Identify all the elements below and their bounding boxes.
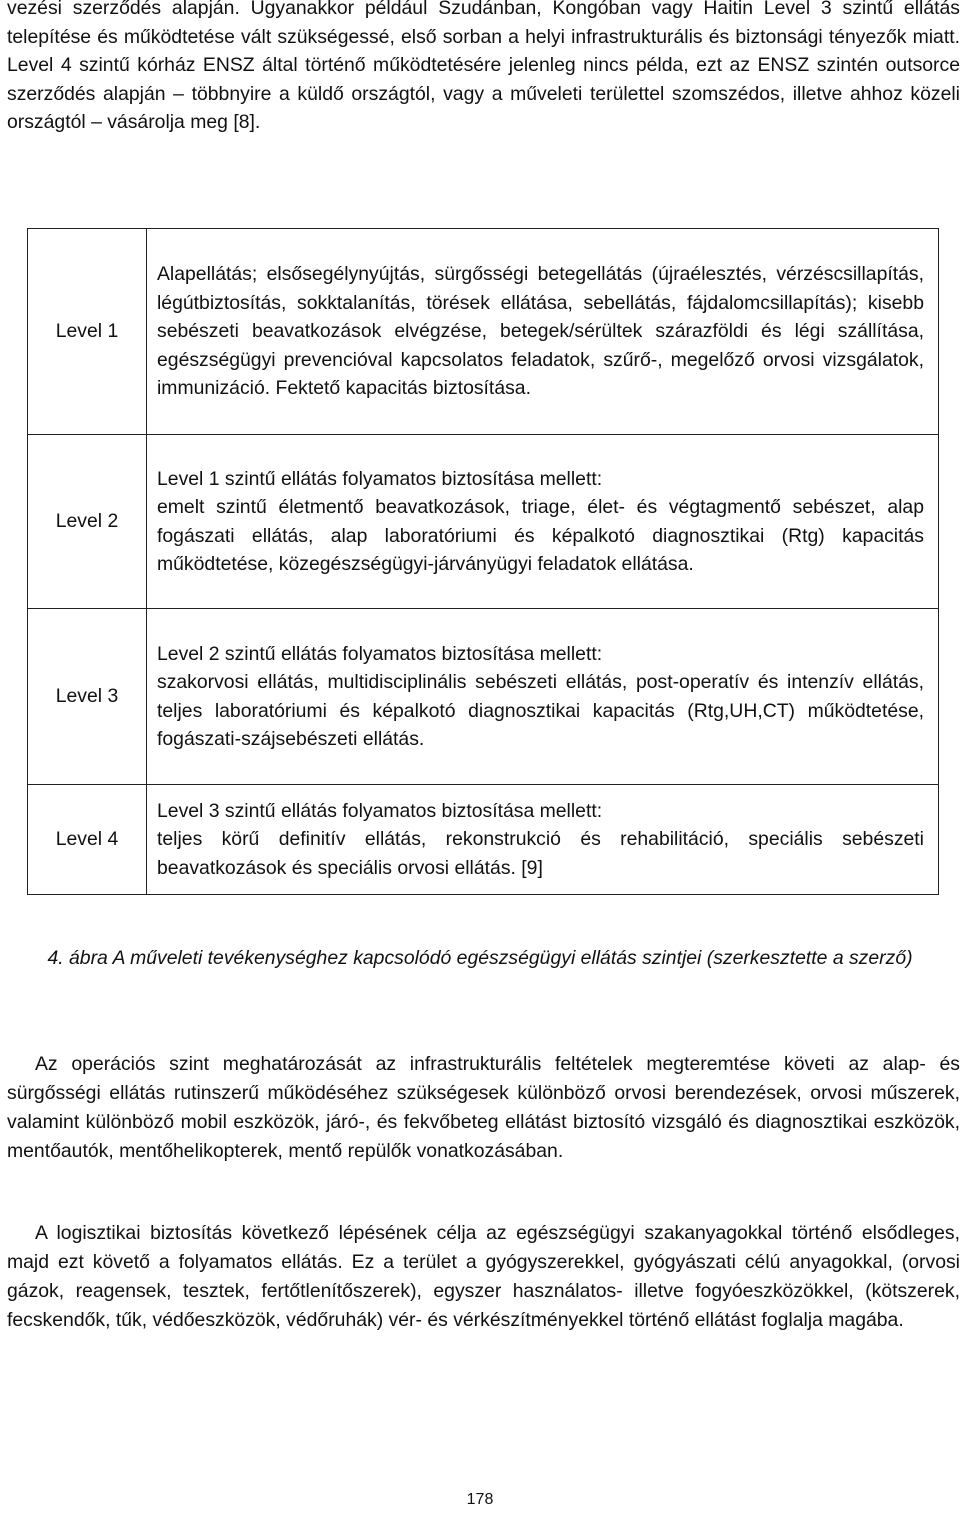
level-description-line: emelt szintű életmentő beavatkozások, triage, élet- és végtagmentő sebészet, alap fogászati ellátás, alap laboratóriumi és képalkotó diagnosztikai (Rtg) kapacitás működtetése, közegészségügyi-járványügyi feladatok ellátása. — [157, 496, 924, 575]
body-paragraph: Az operációs szint meghatározását az infrastrukturális feltételek megteremtése követi az alap- és sürgősségi ellátás rutinszerű működéséhez szükségesek különböző orvosi berendezések, orvosi műszerek, valamint különböző mobil eszközök, járó-, és fekvőbeteg ellátást biztosító vizsgáló és diagnosztikai eszközök, mentőautók, mentőhelikopterek, mentő repülők vonatkozásában. — [7, 1053, 960, 1162]
table-row — [28, 435, 939, 609]
table-row — [28, 609, 939, 785]
level-description — [147, 609, 939, 785]
care-levels-table — [27, 228, 939, 895]
level-description-line: teljes körű definitív ellátás, rekonstrukció és rehabilitáció, speciális sebészeti beavatkozások és speciális orvosi ellátás. [9] — [157, 828, 924, 879]
level-description-line: Level 1 szintű ellátás folyamatos biztosítása mellett: — [157, 467, 603, 490]
level-label: Level 1 — [28, 229, 147, 435]
level-description-line: Level 2 szintű ellátás folyamatos biztosítása mellett: — [157, 642, 603, 665]
figure-caption: 4. ábra A műveleti tevékenységhez kapcsolódó egészségügyi ellátás szintjei (szerkesztette a szerző) — [47, 947, 913, 969]
level-description-line: Level 3 szintű ellátás folyamatos biztosítása mellett: — [157, 799, 603, 822]
level-label: Level 2 — [28, 435, 147, 609]
table-row — [28, 229, 939, 435]
table-row — [28, 785, 939, 895]
level-description-line: szakorvosi ellátás, multidisciplinális sebészeti ellátás, post-operatív és intenzív ellátás, teljes laboratóriumi és képalkotó diagnosztikai kapacitás (Rtg,UH,CT) működtetése, fogászati-szájsebészeti ellátás. — [157, 671, 924, 750]
body-paragraph: A logisztikai biztosítás következő lépésének célja az egészségügyi szakanyagokkal történő elsődleges, majd ezt követő a folyamatos ellátás. Ez a terület a gyógyszerekkel, gyógyászati célú anyagokkal, (orvosi gázok, reagensek, tesztek, fertőtlenítőszerek), egyszer használatos- illetve fogyóeszközökkel, (kötszerek, fecskendők, tűk, védőeszközök, védőruhák) vér- és vérkészítményekkel történő ellátást foglalja magába. — [7, 1222, 960, 1331]
level-description — [147, 435, 939, 609]
page-number: 178 — [466, 1491, 494, 1508]
intro-paragraph: vezési szerződés alapján. Ugyanakkor például Szudánban, Kongóban vagy Haitin Level 3 szintű ellátás telepítése és működtetése vált szükségessé, első sorban a helyi infrastrukturális és biztonsági tényezők miatt. Level 4 szintű kórház ENSZ által történő működtetésére jelenleg nincs példa, ezt az ENSZ szintén outsorce szerződés alapján – többnyire a küldő országtól, vagy a műveleti területtel szomszédos, illetve ahhoz közeli országtól – vásárolja meg [8]. — [7, 0, 960, 133]
level-label: Level 4 — [28, 785, 147, 895]
level-label: Level 3 — [28, 609, 147, 785]
level-description — [147, 785, 939, 895]
level-description-line: Alapellátás; elsősegélynyújtás, sürgősségi betegellátás (újraélesztés, vérzéscsillapítás, légútbiztosítás, sokktalanítás, törések ellátása, sebellátás, fájdalomcsillapítás); kisebb sebészeti beavatkozások elvégzése, betegek/sérültek szárazföldi és légi szállítása, egészségügyi prevencióval kapcsolatos feladatok, szűrő-, megelőző orvosi vizsgálatok, immunizáció. Fektető kapacitás biztosítása. — [157, 263, 924, 400]
level-description — [147, 229, 939, 435]
